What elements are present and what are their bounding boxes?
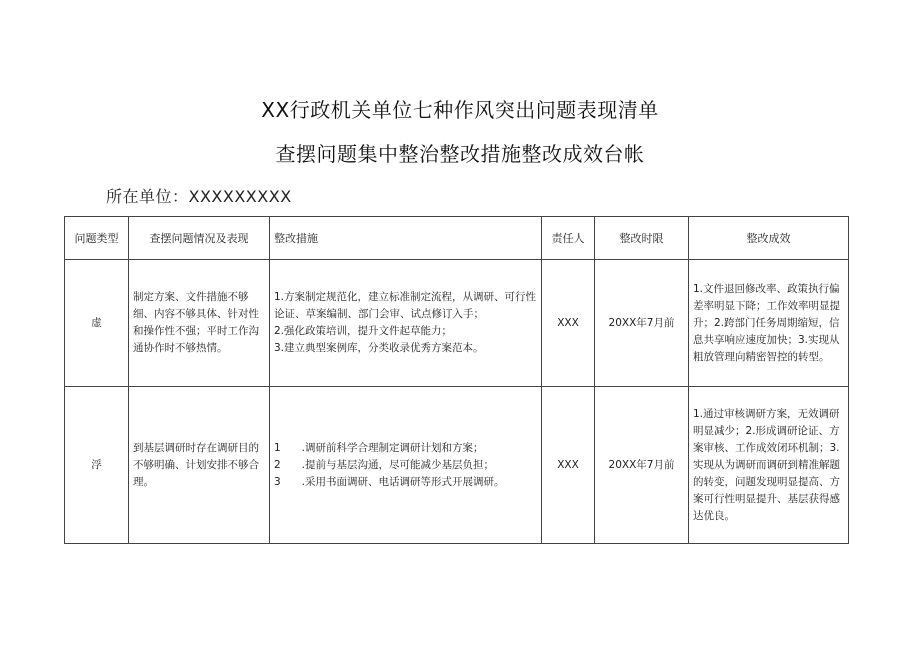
table-row (65, 387, 849, 544)
cell-responsible: XXX (542, 387, 595, 544)
table-row (65, 260, 849, 387)
measure-item: 1.方案制定规范化，建立标准制定流程，从调研、可行性论证、草案编制、部门会审、试点修订入手； (274, 291, 537, 320)
unit-line: 所在单位：XXXXXXXXX (106, 187, 292, 206)
cell-responsible: XXX (542, 260, 595, 387)
cell-measures (270, 387, 542, 544)
header-deadline: 整改时限 (595, 217, 689, 260)
measure-item: 1 .调研前科学合理制定调研计划和方案； (274, 441, 484, 454)
cell-issue: 到基层调研时存在调研目的不够明确、计划安排不够合理。 (129, 387, 270, 544)
header-result: 整改成效 (689, 217, 849, 260)
measure-item: 2.强化政策培训，提升文件起草能力； (274, 325, 453, 337)
header-issue: 查摆问题情况及表现 (129, 217, 270, 260)
measure-item: 3 .采用书面调研、电话调研等形式开展调研。 (274, 475, 505, 488)
measure-item: 3.建立典型案例库，分类收录优秀方案范本。 (274, 342, 484, 354)
rectification-ledger-table (64, 216, 849, 544)
document-title-line-1: XX行政机关单位七种作风突出问题表现清单 (261, 98, 659, 122)
cell-issue: 制定方案、文件措施不够细、内容不够具体、针对性和操作性不强；平时工作沟通协作时不够热情。 (129, 260, 270, 387)
document-title-line-2: 查摆问题集中整治整改措施整改成效台帐 (275, 142, 645, 166)
header-type: 问题类型 (65, 217, 129, 260)
header-responsible: 责任人 (542, 217, 595, 260)
measure-item: 2 .提前与基层沟通，尽可能减少基层负担； (274, 458, 495, 471)
cell-result: 1.文件退回修改率、政策执行偏差率明显下降；工作效率明显提升；2.跨部门任务周期缩短，信息共享响应速度加快；3.实现从粗放管理向精密智控的转型。 (689, 260, 849, 387)
cell-result: 1.通过审核调研方案，无效调研明显减少；2.形成调研论证、方案审核、工作成效闭环机制；3.实现从为调研而调研到精准解题的转变，问题发现明显提高、方案可行性明显提升、基层获得感达优良。 (689, 387, 849, 544)
header-measures: 整改措施 (270, 217, 542, 260)
cell-measures (270, 260, 542, 387)
cell-type: 浮 (65, 387, 129, 544)
cell-deadline: 20XX年7月前 (595, 260, 689, 387)
cell-type: 虚 (65, 260, 129, 387)
cell-deadline: 20XX年7月前 (595, 387, 689, 544)
table-header-row (65, 217, 849, 260)
